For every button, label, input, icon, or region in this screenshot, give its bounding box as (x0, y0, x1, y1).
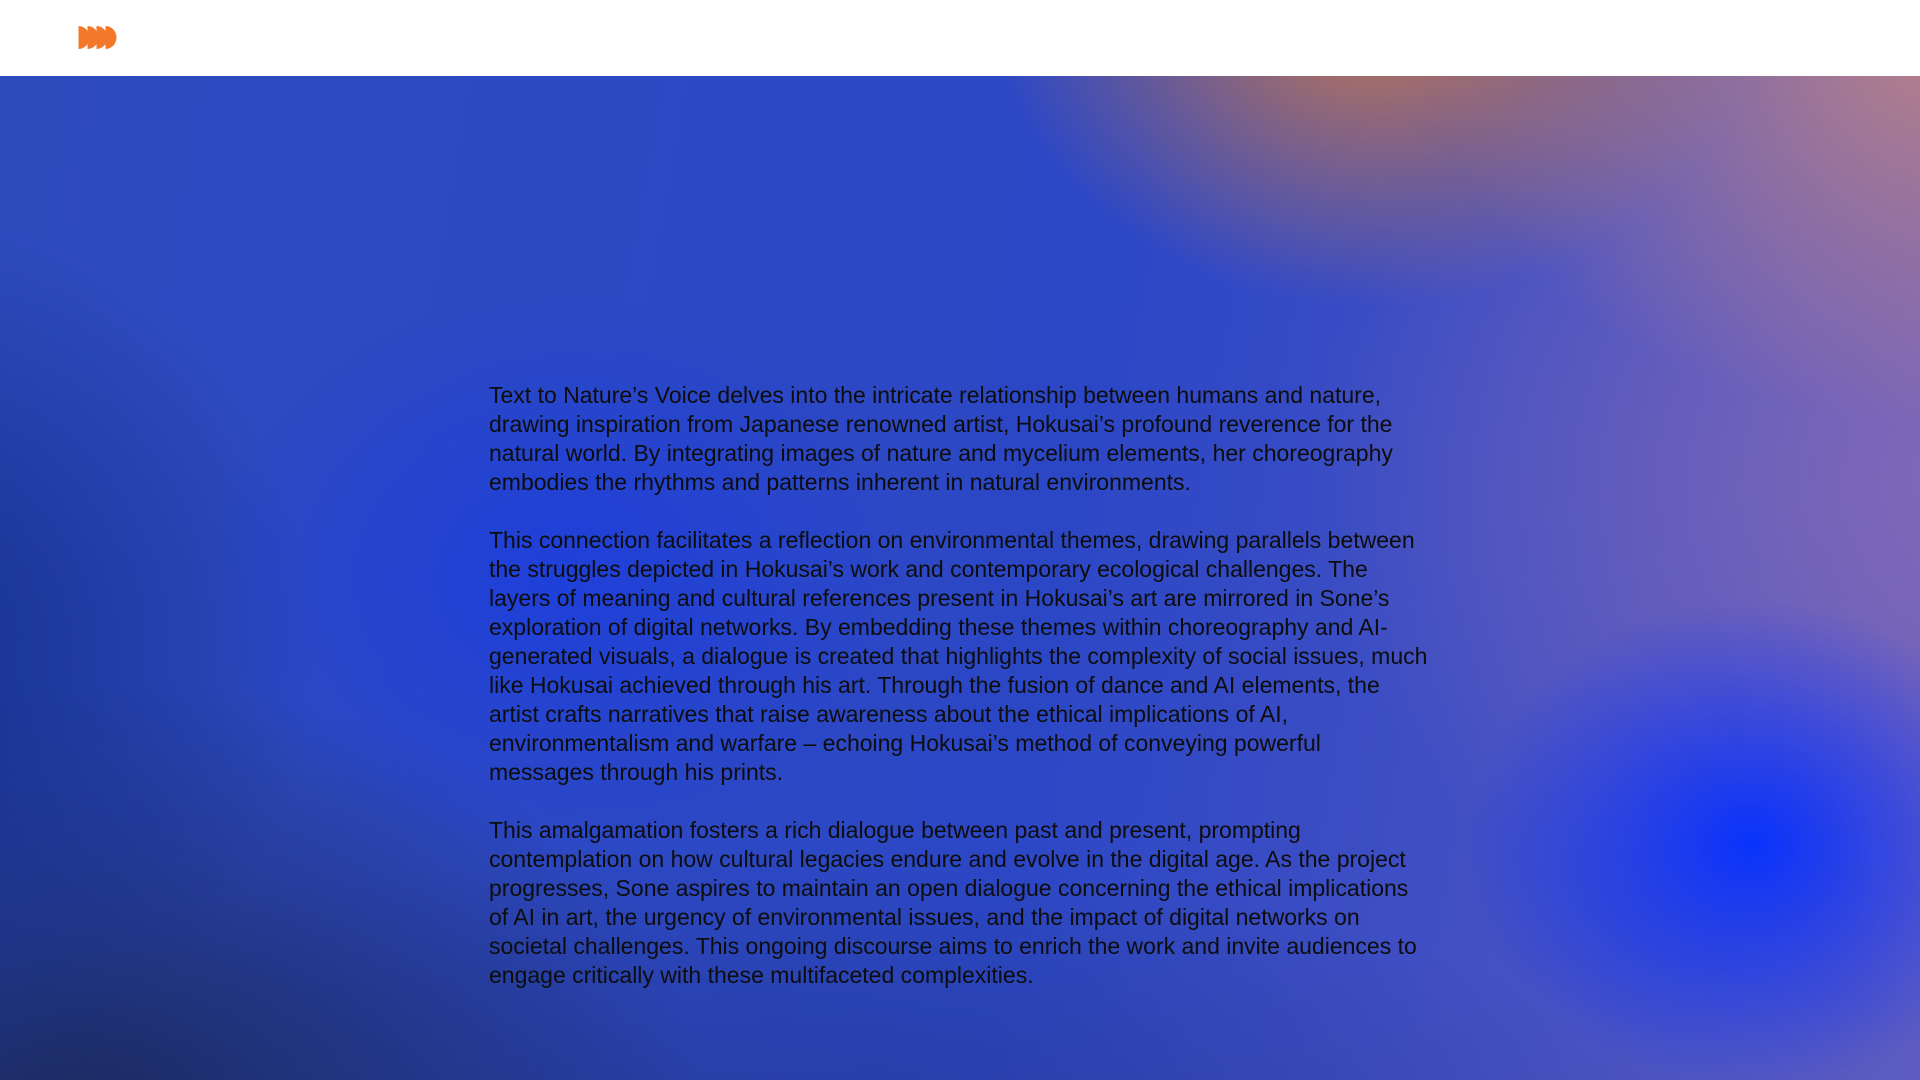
hero-gradient-section (0, 76, 1920, 1080)
paragraph-environmental-themes: This connection facilitates a reflection on environmental themes, drawing parallels between the struggles depicted in Hokusai’s work and contemporary ecological challenges. The layers of meaning and cultural references present in Hokusai’s art are mirrored in Sone’s exploration of digital networks. By embedding these themes within choreography and AI-generated visuals, a dialogue is created that highlights the complexity of social issues, much like Hokusai achieved through his art. Through the fusion of dance and AI elements, the artist crafts narratives that raise awareness about the ethical implications of AI, environmentalism and warfare – echoing Hokusai’s method of conveying powerful messages through his prints. (489, 527, 1428, 785)
project-description-text-block (489, 381, 1431, 990)
top-navigation-bar (0, 0, 1920, 76)
site-logo[interactable] (78, 26, 117, 49)
paragraph-amalgamation-dialogue: This amalgamation fosters a rich dialogue between past and present, prompting contemplation on how cultural legacies endure and evolve in the digital age. As the project progresses, Sone aspires to maintain an open dialogue concerning the ethical implications of AI in art, the urgency of environmental issues, and the impact of digital networks on societal challenges. This ongoing discourse aims to enrich the work and invite audiences to engage critically with these multifaceted complexities. (489, 817, 1417, 988)
four-half-discs-logo-icon (78, 26, 117, 49)
paragraph-natures-voice: Text to Nature’s Voice delves into the intricate relationship between humans and nature, drawing inspiration from Japanese renowned artist, Hokusai’s profound reverence for the natural world. By integrating images of nature and mycelium elements, her choreography embodies the rhythms and patterns inherent in natural environments. (489, 382, 1393, 495)
